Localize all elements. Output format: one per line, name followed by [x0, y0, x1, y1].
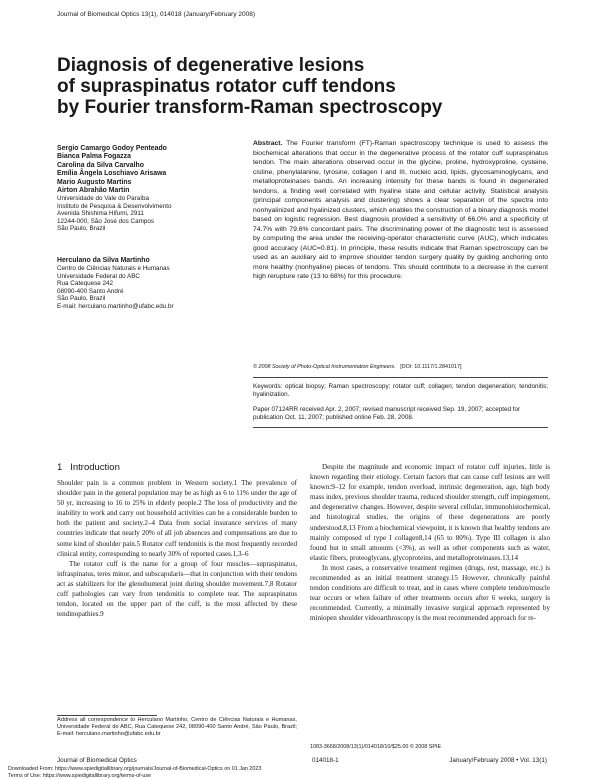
footer-page-number: 014018-1 — [312, 757, 339, 764]
affiliation-line: Instituto de Pesquisa & Desenvolvimento — [57, 202, 172, 210]
affiliation-line: São Paulo, Brazil — [57, 295, 106, 303]
affiliation-1 — [57, 195, 227, 233]
body-paragraph: Despite the magnitude and economic impact of rotator cuff injuries, little is known regarding their etiology. Certain factors that can cause cuff lesions are well known:9–12 for example, tendon overload, intrinsic degeneration, age, high body mass index, previous shoulder trauma, reduced shoulder strength, cuff impingement, and degenerative changes. However, despite several cellular, immunohistochemical, and histological studies, the origins of these degenerations are poorly understood.8,13 From a biochemical viewpoint, it is known that healthy tendons are mainly composed of type I collagen8,14 (65 to 80%). Type III collagen is also found but in small amounts (<3%), as well as other components such as water, elastic fibers, proteoglycans, glycoproteins, and metalloproteinases.13,14 — [310, 463, 551, 562]
footer-journal: Journal of Biomedical Optics — [57, 757, 137, 764]
footnote-divider — [57, 715, 157, 716]
footer-issue: January/February 2008 • Vol. 13(1) — [449, 757, 547, 764]
paper-title — [57, 55, 497, 118]
author-name: Bianca Palma Fogazza — [57, 153, 131, 161]
affiliation-line: Universidade do Vale do Paraíba — [57, 195, 149, 203]
download-notice — [8, 766, 261, 779]
author-name: Emília Ângela Loschiavo Arisawa — [57, 170, 167, 178]
affiliation-2 — [57, 265, 227, 310]
author-name: Herculano da Silva Martinho — [57, 256, 150, 264]
page-footer — [57, 757, 547, 764]
author-email[interactable]: E-mail: herculano.martinho@ufabc.edu.br — [57, 302, 174, 310]
correspondence-footnote: Address all correspondence to Herculano Martinho, Centro de Ciências Naturais e Humanas, Universidade Federal do ABC, Rua Catequese 242, 08090-400 Santo André, São Paulo, Brazil; E-mail: herculano.martinho@ufabc.edu.br — [57, 717, 297, 738]
title-line-1: Diagnosis of degenerative lesions — [57, 55, 365, 76]
issn-line: 1083-3668/2008/13(1)/014018/10/$25.00 © 2008 SPIE — [310, 744, 442, 750]
abstract-label: Abstract. — [253, 140, 283, 147]
author-block — [57, 145, 227, 310]
paper-history: Paper 07124RR received Apr. 2, 2007; revised manuscript received Sep. 19, 2007; accepted for publication Oct. 11, 2007; published online Feb. 28, 2008. — [253, 406, 521, 421]
body-paragraph: In most cases, a conservative treatment regimen (drugs, rest, massage, etc.) is recommended as an initial treatment strategy.15 However, chronically painful tendon conditions are difficult to treat, and in cases where complete tendon/muscle tear occurs or when failure of other treatments occurs after 6 weeks, surgery is recommended. Currently, a minimally invasive surgical approach represented by miniopen shoulder videoarthroscopy is the most recommended approach for re- — [310, 563, 550, 623]
author-name: Mario Augusto Martins — [57, 178, 132, 186]
section-title: Introduction — [70, 462, 120, 473]
body-column-left — [57, 478, 297, 619]
divider — [253, 427, 548, 428]
title-line-3: by Fourier transform-Raman spectroscopy — [57, 97, 443, 118]
author-name: Airton Abrahão Martin — [57, 187, 130, 195]
copyright-text: © 2008 Society of Photo-Optical Instrumentation Engineers. — [253, 364, 396, 370]
body-paragraph: Shoulder pain is a common problem in Western society.1 The prevalence of shoulder pain in the general population may be as high as 6 to 11% under the age of 50 yr, increasing to 16 to 25% in elderly people.2 The loss of productivity and the inability to work and carry out household activities can be a considerable burden to both the patient and society.2–4 Data from social insurance services of many countries indicate that nearly 20% of all job absences and compensations are due to some kind of shoulder pain.5 Rotator cuff tendonitis is the most frequently recorded clinical entity, corresponding to nearly 30% of reported cases.1,3–6 — [57, 479, 297, 558]
affiliation-line: Centro de Ciências Naturais e Humanas — [57, 265, 170, 273]
affiliation-line: São Paulo, Brazil — [57, 225, 106, 233]
body-paragraph: The rotator cuff is the name for a group of four muscles—supraspinatus, infraspinatus, teres minor, and subscapularis—that in conjunction with their tendons act as stabilizers for the glenohumeral joint during shoulder movement.7,8 Rotator cuff pathologies can vary from tendonitis to complete tear. The supraspinatus tendon, located on the upper part of the cuff, is the most affected by these tendinopathies.9 — [57, 559, 297, 619]
download-line[interactable]: Downloaded From: https://www.spiedigitallibrary.org/journals/Journal-of-Biomedical-Optics on 01 Jan 2023 — [8, 766, 262, 772]
affiliation-line: Universidade Federal do ABC — [57, 272, 140, 280]
section-heading — [57, 462, 120, 473]
divider — [253, 377, 548, 378]
section-number: 1 — [57, 462, 63, 473]
abstract-text: The Fourier transform (FT)-Raman spectroscopy technique is used to assess the biochemical alterations that occur in the degenerative process of the rotator cuff supraspinatus tendon. The main alterations observed occur in the glycine, proline, hydroxyproline, cysteine, cistine, phenylalanine, tyrosine, collagen I and III, nucleic acid, lipids, glycosaminoglycans, and metalloproteinases bands. An increasing intensity for these bands is found in degenerated tendons, a finding well correlated with hyaline state and cellular activity. Statistical analysis (principal components analysis and clustering) shows a clear separation of the spectra into nonhyalinized and hyalinized clusters, which enables the construction of a binary diagnosis model based on logistic regression. Best diagnosis provided a sensitivity of 66.0% and a specificity of 74.7% with 79.6% concordant pairs. The discriminating power of the diagnostic test is assessed by computing the area under the receiving-operator characteristic curve (AUC), which indicates good accuracy (AUC=0.81). In principle, these results indicate that Raman spectroscopy can be used as an auxiliary aid to improve shoulder tendon surgery quality by guiding anchoring onto more healthy (nonhyaline) pieces of tendons. This should contribute to a decrease in the current high rerupture rate (13 to 68%) for this procedure. — [253, 140, 549, 280]
affiliation-line: 12244-000, São José dos Campos — [57, 217, 154, 225]
copyright-line — [253, 364, 548, 370]
author-name: Sergio Camargo Godoy Penteado — [57, 145, 167, 152]
author-name: Carolina da Silva Carvalho — [57, 161, 144, 169]
journal-header: Journal of Biomedical Optics 13(1), 014018 (January/February 2008) — [57, 11, 255, 18]
terms-line[interactable]: Terms of Use: https://www.spiedigitallibrary.org/terms-of-use — [8, 772, 152, 779]
keywords: Keywords: optical biopsy; Raman spectroscopy; rotator cuff; collagen; tendon degeneration; tendonitis; hyalinization. — [253, 383, 548, 398]
affiliation-line: Avenida Shishima Hifumi, 2911 — [57, 210, 144, 218]
doi[interactable]: [DOI: 10.1117/1.2841017] — [400, 364, 462, 370]
abstract — [253, 139, 548, 282]
title-line-2: of supraspinatus rotator cuff tendons — [57, 76, 396, 97]
body-column-right — [310, 462, 550, 624]
affiliation-line: Rua Catequese 242 — [57, 280, 114, 288]
affiliation-line: 08090-400 Santo André — [57, 287, 124, 295]
